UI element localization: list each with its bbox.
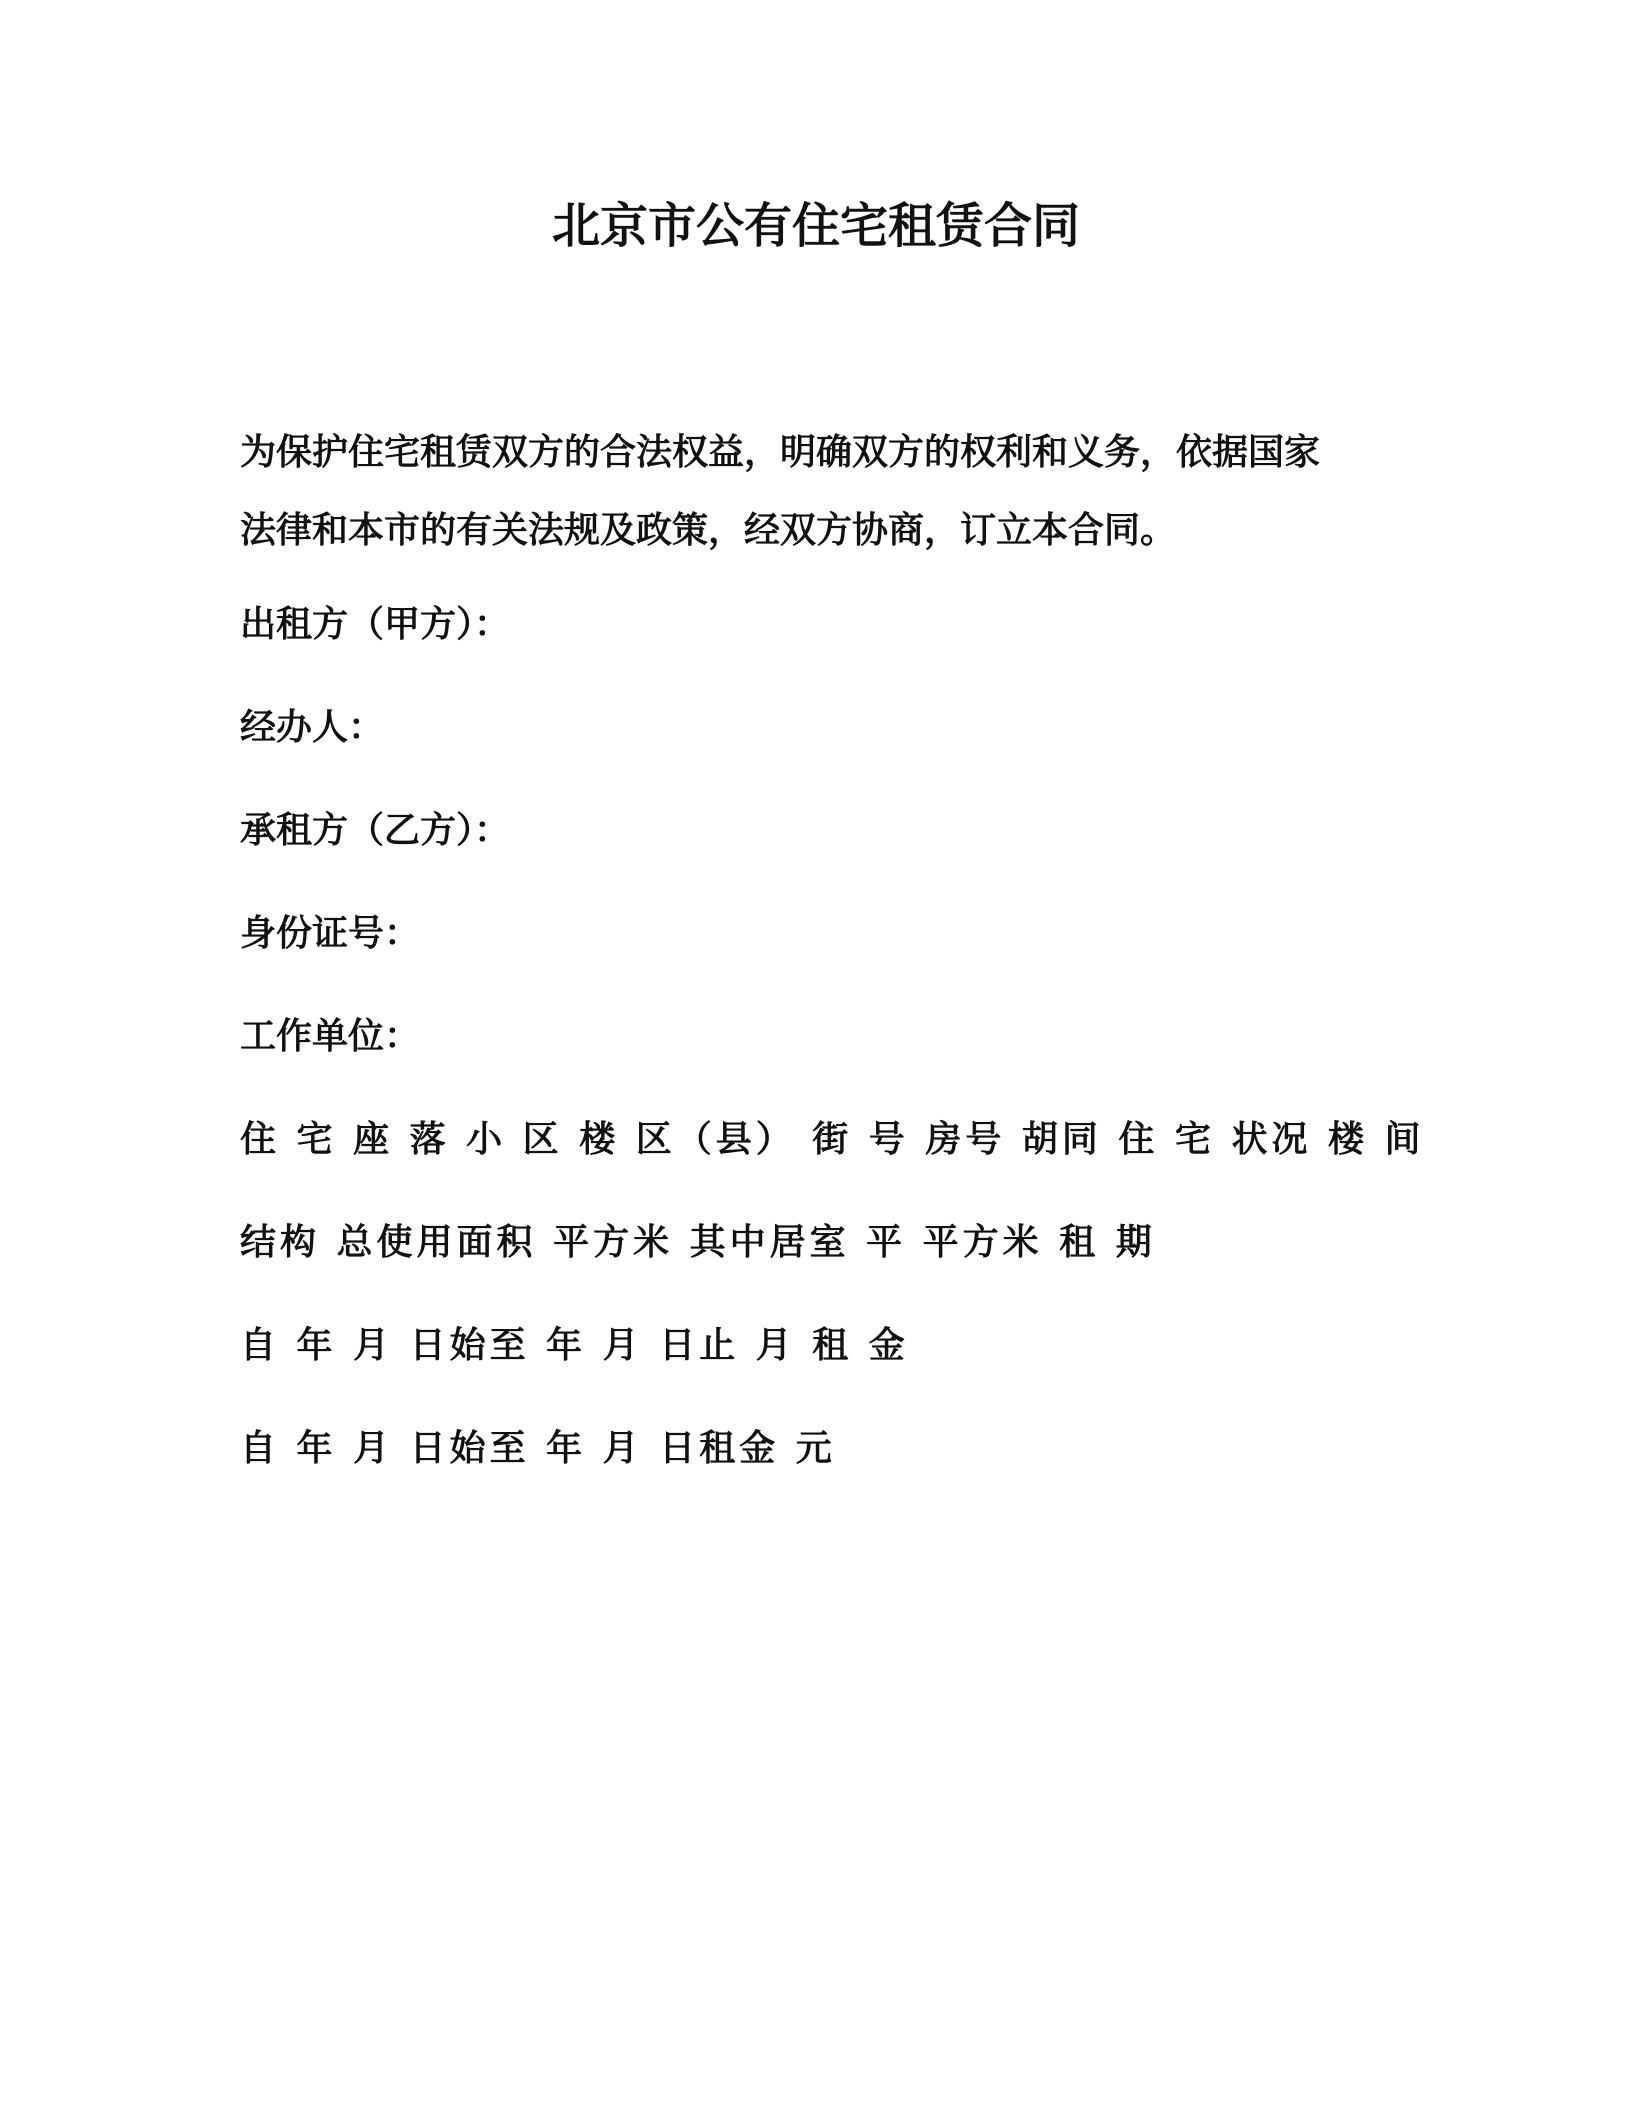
id-number-field: 身份证号： <box>240 913 421 954</box>
lessee-field: 承租方（乙方）： <box>240 810 511 851</box>
lessor-field: 出租方（甲方）： <box>240 604 511 645</box>
structure-clause: 结构 总使用面积 平方米 其中居室 平 平方米 租 期 <box>240 1222 1156 1263</box>
intro-line-1: 为保护住宅租赁双方的合法权益，明确双方的权利和义务，依据国家 <box>240 432 1321 473</box>
document-title: 北京市公有住宅租赁合同 <box>551 198 1080 254</box>
intro-line-2: 法律和本市的有关法规及政策，经双方协商，订立本合同。 <box>240 510 1177 551</box>
intro-paragraph <box>240 414 1390 570</box>
location-clause: 住 宅 座 落 小 区 楼 区（县） 街 号 房号 胡同 住 宅 状况 楼 间 <box>240 1119 1425 1160</box>
rent-amount-clause: 自 年 月 日始至 年 月 日租金 元 <box>240 1428 836 1469</box>
employer-field: 工作单位： <box>240 1016 421 1057</box>
agent-field: 经办人： <box>240 707 385 748</box>
rent-period-clause: 自 年 月 日始至 年 月 日止 月 租 金 <box>240 1325 909 1366</box>
